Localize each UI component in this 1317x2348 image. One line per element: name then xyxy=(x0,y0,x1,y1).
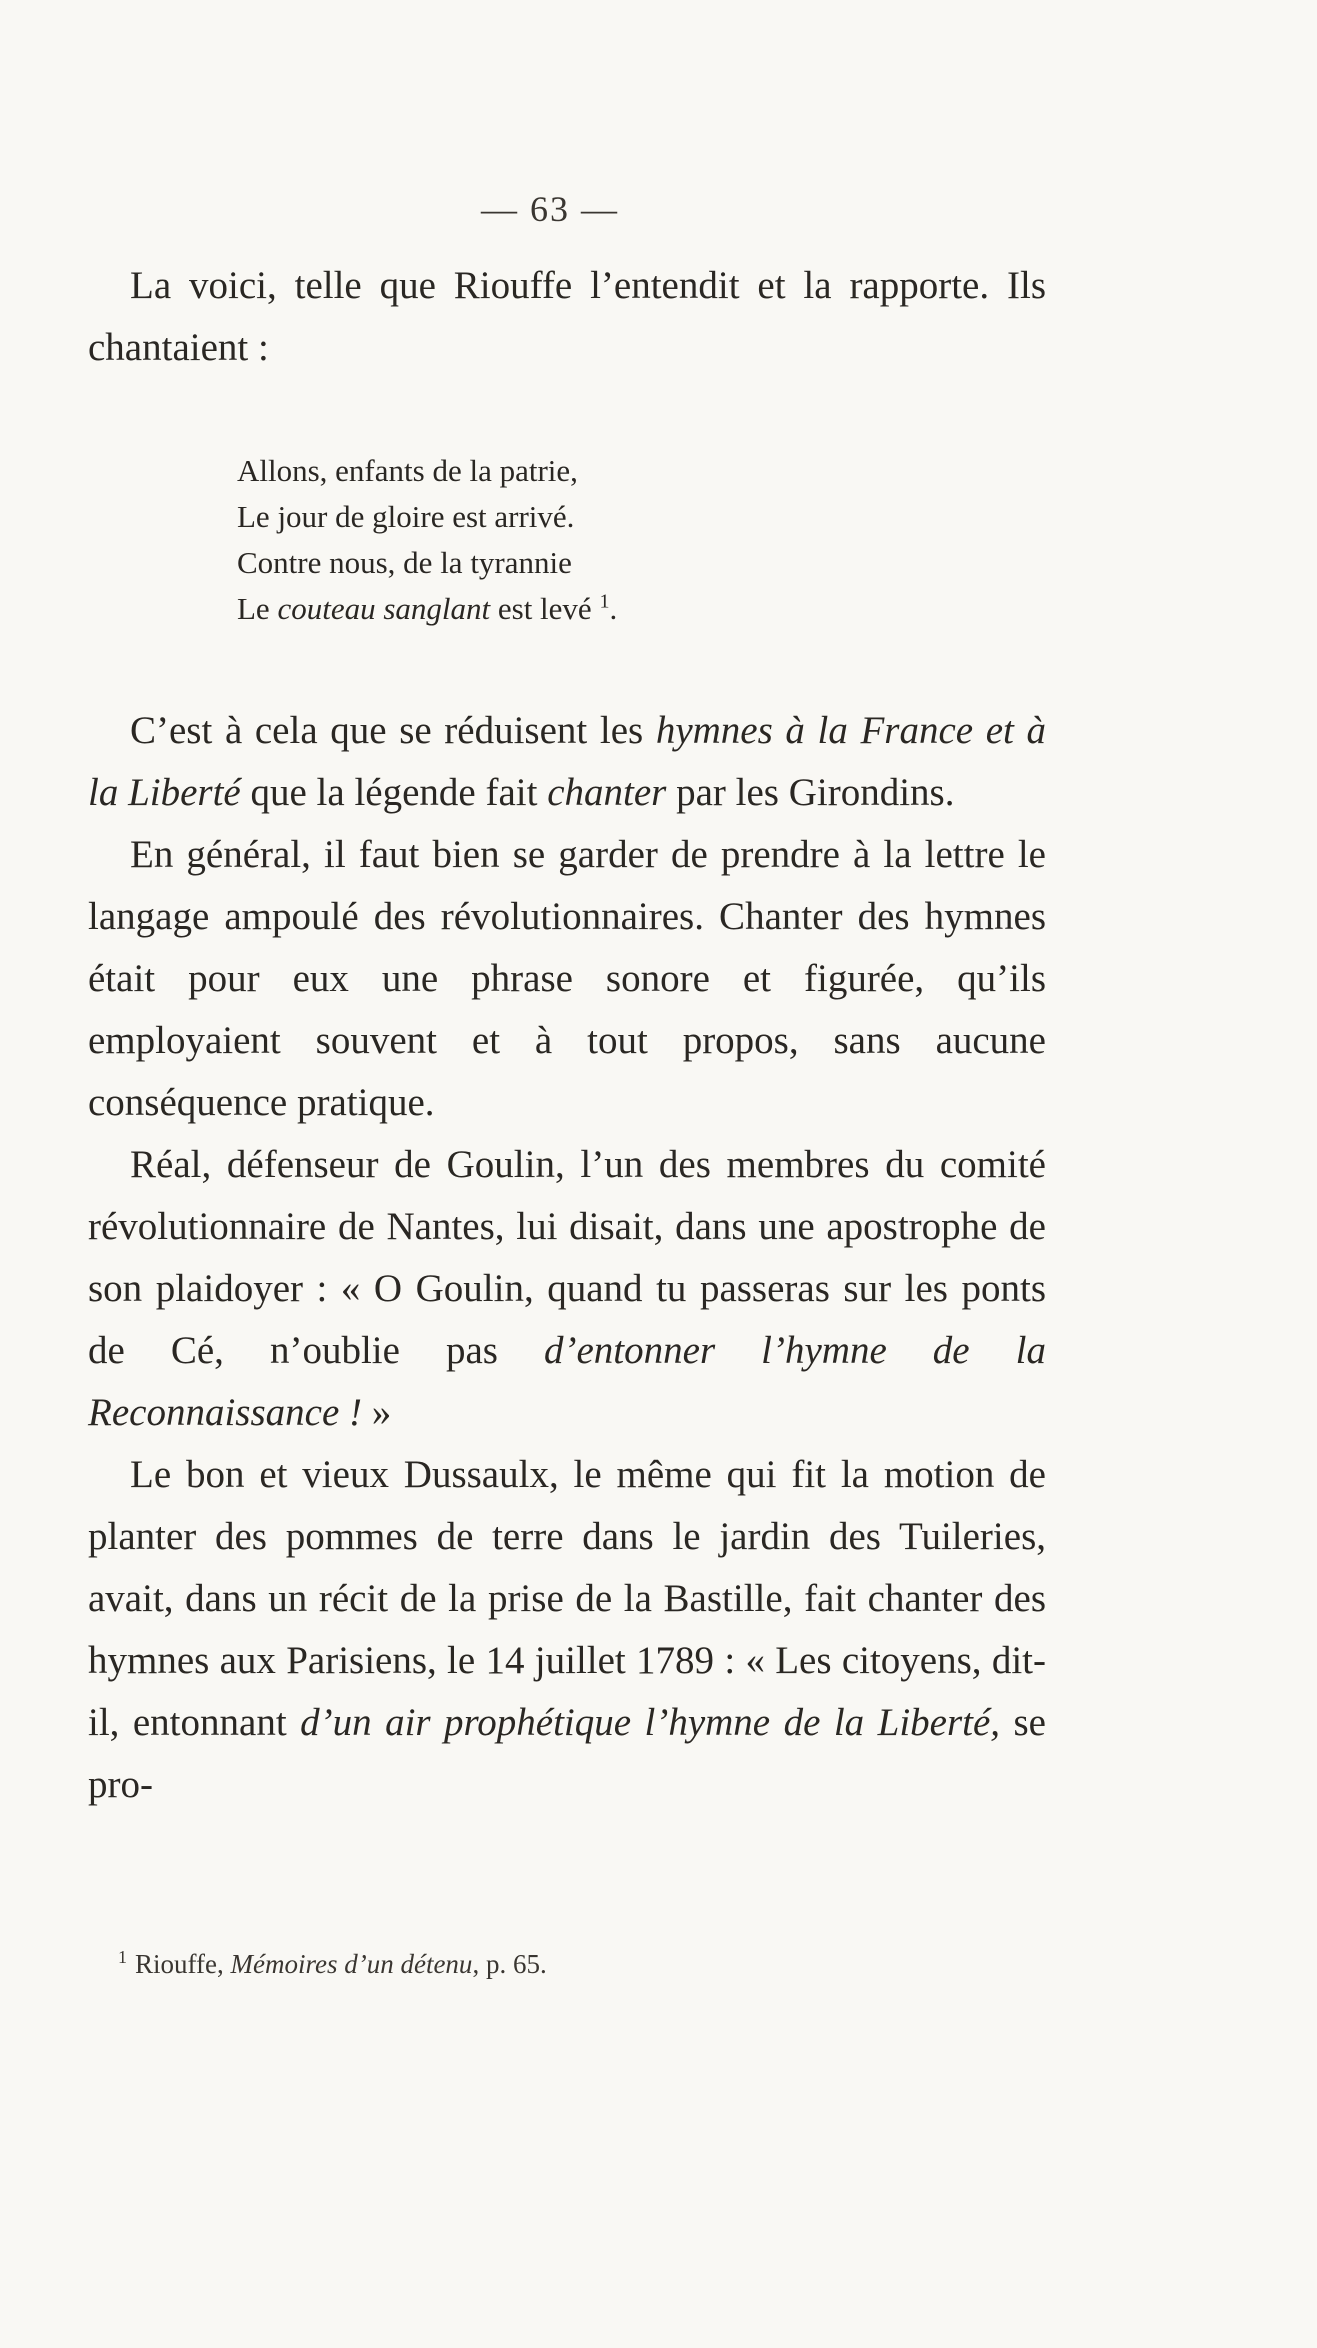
main-text xyxy=(88,700,1046,1816)
text-run: C’est à cela que se réduisent les xyxy=(130,709,656,752)
text-run: Réal, défenseur de Goulin, l’un des membres du comité révolutionnaire de Nantes, lui disait, dans une apostrophe de son plaidoyer : « O Goulin, quand tu passeras sur les ponts de Cé, n’oublie pas xyxy=(88,1143,1046,1372)
intro-paragraph xyxy=(88,255,1046,379)
paragraph-real xyxy=(88,1134,1046,1444)
page-number: — 63 — xyxy=(481,189,619,229)
italic-run: chanter xyxy=(547,771,667,814)
text-run: » xyxy=(362,1391,392,1434)
text-run: par les Girondins. xyxy=(666,771,955,814)
italic-run: hymnes à la France et à la Liberté xyxy=(88,709,1046,814)
paragraph-general: En général, il faut bien se garder de prendre à la lettre le langage ampoulé des révolutionnaires. Chanter des hymnes était pour eux une phrase sonore et figurée, qu’ils employaient souvent et à tout propos, sans aucune conséquence pratique. xyxy=(88,833,1046,1124)
verse-text: Le xyxy=(237,591,278,626)
footnote-number: 1 xyxy=(118,1947,127,1967)
footnote xyxy=(118,1944,547,1984)
footnote-reference: 1 xyxy=(599,590,610,613)
footnote-italic: Mémoires d’un détenu xyxy=(230,1949,473,1979)
footnote-text: , p. 65. xyxy=(472,1949,547,1979)
paragraph-hymnes xyxy=(88,700,1046,824)
verse-line: Contre nous, de la tyrannie xyxy=(237,545,572,580)
italic-run: d’entonner l’hymne de la Reconnaissance ! xyxy=(88,1329,1046,1434)
verse-line-last xyxy=(237,586,617,632)
verse-text: . xyxy=(609,591,618,626)
verse-block xyxy=(237,448,617,632)
verse-line: Le jour de gloire est arrivé. xyxy=(237,499,575,534)
paragraph-dussaulx xyxy=(88,1444,1046,1816)
text-run: Le bon et vieux Dussaulx, le même qui fit la motion de planter des pommes de terre dans le jardin des Tuileries, avait, dans un récit de la prise de la Bastille, fait chanter des hymnes aux Parisiens, le 14 juillet 1789 : « Les citoyens, dit-il, entonnant xyxy=(88,1453,1046,1744)
verse-text: est levé xyxy=(490,591,600,626)
verse-line: Allons, enfants de la patrie, xyxy=(237,453,578,488)
footnote-text: Riouffe, xyxy=(135,1949,231,1979)
text-run: que la légende fait xyxy=(240,771,548,814)
verse-italic: couteau sanglant xyxy=(277,591,491,626)
text-run: se pro- xyxy=(88,1701,1046,1806)
italic-run: d’un air prophétique l’hymne de la Liberté, xyxy=(300,1701,1001,1744)
intro-text: La voici, telle que Riouffe l’entendit et la rapporte. Ils chantaient : xyxy=(88,264,1046,369)
